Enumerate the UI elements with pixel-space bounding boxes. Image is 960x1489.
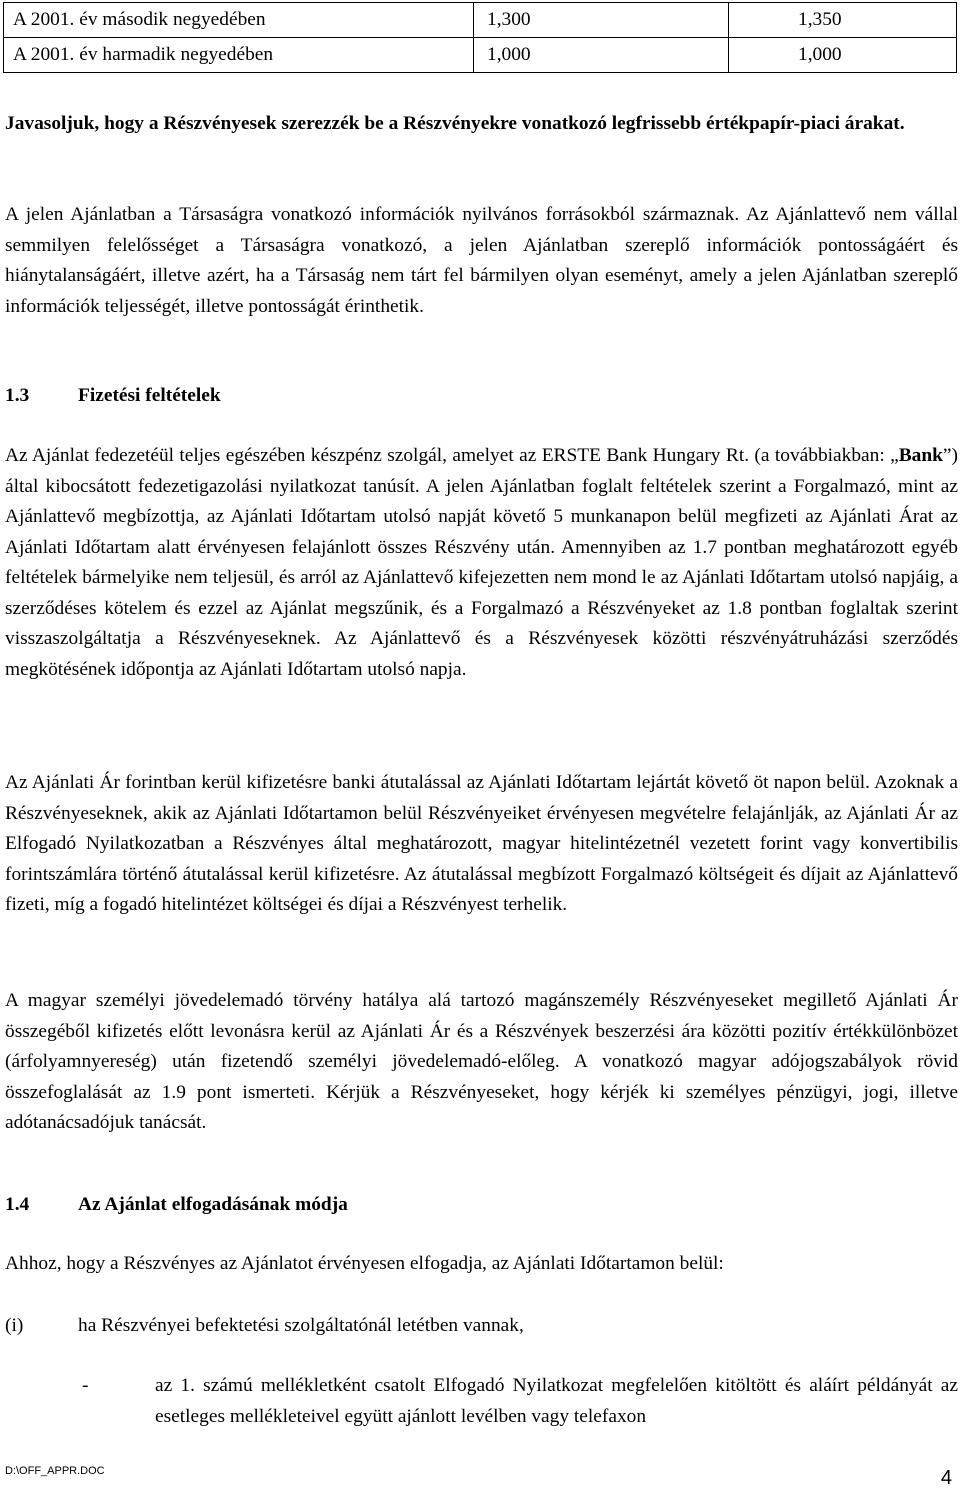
table-row: [4, 3, 957, 38]
table-cell-period: A 2001. év harmadik negyedében: [4, 38, 474, 73]
footer-file-path: D:\OFF_APPR.DOC: [5, 1465, 105, 1477]
section-title: Az Ajánlat elfogadásának módja: [78, 1194, 348, 1215]
section-number: 1.3: [5, 385, 30, 406]
table-row: [4, 38, 957, 73]
table-cell-period: A 2001. év második negyedében: [4, 3, 474, 38]
exchange-rate-table: [3, 2, 957, 73]
bank-paragraph-text-end: ”) által kibocsátott fedezetigazolási nyilatkozat tanúsít. A jelen Ajánlatban foglalt feltételek szerint a Forgalmazó, mint az Ajánlattevő megbízottja, az Ajánlati Időtartam utolsó napját követő 5 munkanapon belül megfizeti az Ajánlati Árat az Ajánlati Időtartam alatt érvényesen felajánlott összes Részvény után. Amennyiben az 1.7 pontban meghatározott egyéb feltételek bármelyike nem teljesül, és arról az Ajánlattevő kifejezetten nem mond le az Ajánlati Időtartam utolsó napjáig, a szerződéses kötelem és ezzel az Ajánlat megszűnik, és a Forgalmazó a Részvényeket az 1.8 pontban foglaltak szerint visszaszolgáltatja a Részvényeseknek. Az Ajánlattevő és a Részvényesek közötti részvényátruházási szerződés megkötésének időpontja az Ajánlati Időtartam utolsó napja.: [5, 445, 958, 680]
bank-paragraph: [5, 441, 958, 685]
list-item: [5, 1311, 958, 1342]
payment-paragraph: Az Ajánlati Ár forintban kerül kifizetésre banki átutalással az Ajánlati Időtartam lejártát követő öt napon belül. Azoknak a Részvényeseknek, akik az Ajánlati Időtartamon belül Részvényeiket érvényesen megvételre felajánlják, az Ajánlati Ár az Elfogadó Nyilatkozatban a Részvényes által meghatározott, magyar hitelintézetnél vezetett forint vagy konvertibilis forintszámlára történő átutalással kerül kifizetésre. Az átutalással megbízott Forgalmazó költségeit és díjait az Ajánlattevő fizeti, míg a fogadó hitelintézet költségei és díjai a Részvényest terhelik.: [5, 772, 958, 915]
section-heading-1-4: [5, 1190, 348, 1221]
list-marker: (i): [5, 1315, 24, 1336]
page-number: 4: [940, 1467, 952, 1489]
bank-paragraph-text-start: Az Ajánlat fedezetéül teljes egészében készpénz szolgál, amelyet az ERSTE Bank Hungary Rt. (a továbbiakban: „: [5, 445, 899, 466]
tax-paragraph: A magyar személyi jövedelemadó törvény hatálya alá tartozó magánszemély Részvényeseket megillető Ajánlati Ár összegéből kifizetés előtt levonásra kerül az Ajánlati Ár és a Részvények beszerzési ára közötti pozitív értékkülönbözet (árfolyamnyereség) után fizetendő személyi jövedelemadó-előleg. A vonatkozó magyar adójogszabályok rövid összefoglalását az 1.9 pont ismerteti. Kérjük a Részvényeseket, hogy kérjék ki személyes pénzügyi, jogi, illetve adótanácsadójuk tanácsát.: [5, 990, 958, 1133]
table-cell-value: 1,000: [729, 38, 957, 73]
table-cell-value: 1,350: [729, 3, 957, 38]
acceptance-paragraph: Ahhoz, hogy a Részvényes az Ajánlatot érvényesen elfogadja, az Ajánlati Időtartamon belül:: [5, 1253, 724, 1274]
sub-list-item-text: az 1. számú mellékletként csatolt Elfogadó Nyilatkozat megfelelően kitöltött és aláírt példányát az esetleges mellékleteivel együtt ajánlott levélben vagy telefaxon: [155, 1375, 958, 1427]
section-title: Fizetési feltételek: [78, 385, 221, 406]
sub-list-item: [82, 1371, 958, 1432]
table-cell-value: 1,300: [474, 3, 729, 38]
table-cell-value: 1,000: [474, 38, 729, 73]
dash-marker: -: [82, 1375, 89, 1396]
section-number: 1.4: [5, 1194, 30, 1215]
list-item-text: ha Részvényei befektetési szolgáltatónál letétben vannak,: [78, 1315, 524, 1336]
recommendation-paragraph: Javasoljuk, hogy a Részvényesek szerezzék be a Részvényekre vonatkozó legfrissebb értékpapír-piaci árakat.: [5, 113, 905, 134]
information-paragraph: A jelen Ajánlatban a Társaságra vonatkozó információk nyilvános forrásokból származnak. Az Ajánlattevő nem vállal semmilyen felelősséget a Társaságra vonatkozó, a jelen Ajánlatban szereplő információk pontosságáért és hiánytalanságáért, illetve azért, ha a Társaság nem tárt fel bármilyen olyan eseményt, amely a jelen Ajánlatban szereplő információk teljességét, illetve pontosságát érinthetik.: [5, 204, 958, 317]
section-heading-1-3: [5, 381, 221, 412]
bank-defined-term: Bank: [898, 445, 943, 466]
